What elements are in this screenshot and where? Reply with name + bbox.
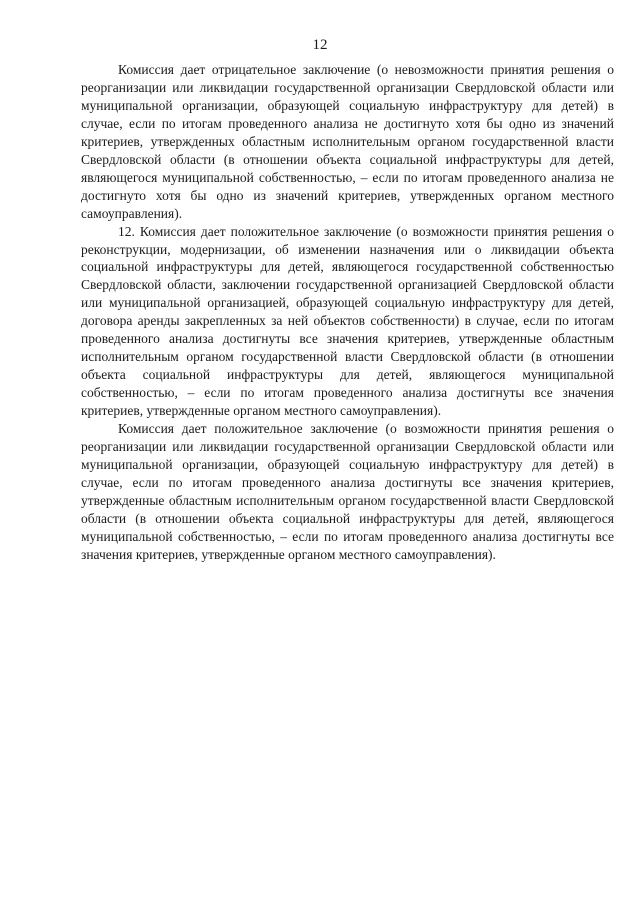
paragraph-positive-conclusion-reorganization: Комиссия дает положительное заключение (о возможности принятия решения о реорганизации или ликвидации государственной организации Свердловской области или муниципальной организации, образующей социальную инфраструктуру для детей) в случае, если по итогам проведенного анализа достигнуты все значения критериев, утвержденные областным исполнительным органом государственной власти Свердловской области (в отношении объекта социальной инфраструктуры для детей, являющегося муниципальной собственностью, – если по итогам проведенного анализа достигнуты все значения критериев, утвержденные органом местного самоуправления).	[81, 421, 614, 562]
paragraph-negative-conclusion: Комиссия дает отрицательное заключение (о невозможности принятия решения о реорганизации или ликвидации государственной организации Свердловской области или муниципальной организации, образующей социальную инфраструктуру для детей) в случае, если по итогам проведенного анализа не достигнуто хотя бы одно из значений критериев, утвержденных областным исполнительным органом государственной власти Свердловской области (в отношении объекта социальной инфраструктуры для детей, являющегося муниципальной собственностью, – если по итогам проведенного анализа не достигнуто хотя бы одно из значений критериев, утвержденных органом местного самоуправления).	[81, 62, 614, 221]
page-number: 12	[312, 37, 328, 53]
paragraph-12-positive-conclusion: 12. Комиссия дает положительное заключение (о возможности принятия решения о реконструкции, модернизации, об изменении назначения или о ликвидации объекта социальной инфраструктуры для детей, являющегося государственной собственностью Свердловской области, заключении государственной организацией Свердловской области или муниципальной организацией, образующей социальную инфраструктуру для детей, договора аренды закрепленных за ней объектов собственности) в случае, если по итогам проведенного анализа достигнуты все значения критериев, утвержденные областным исполнительным органом государственной власти Свердловской области (в отношении объекта социальной инфраструктуры для детей, являющегося муниципальной собственностью, – если по итогам проведенного анализа достигнуты все значения критериев, утвержденные органом местного самоуправления).	[81, 223, 614, 419]
document-body	[81, 61, 614, 564]
